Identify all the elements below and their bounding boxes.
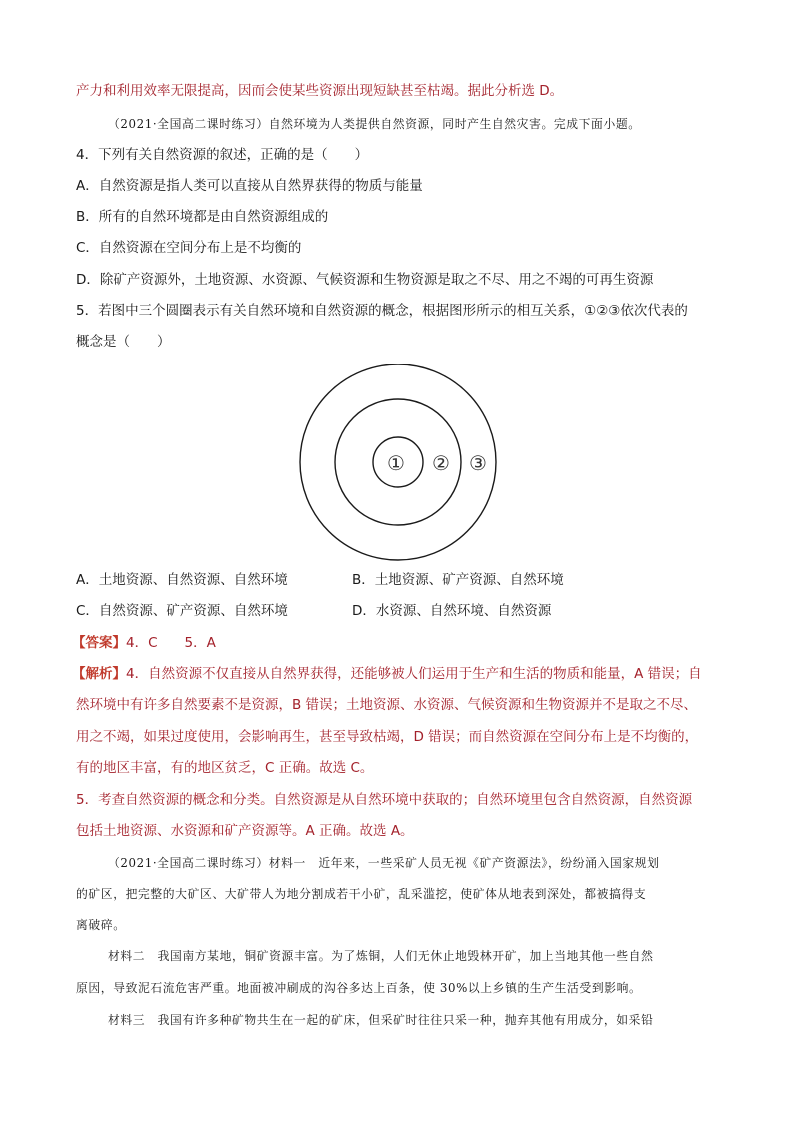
materials-line-4: 材料二 我国南方某地，铜矿资源丰富。为了炼铜，人们无休止地毁林开矿，加上当地其他一些自然 xyxy=(108,949,654,963)
question-5-option-a: A．土地资源、自然资源、自然环境 xyxy=(76,572,288,588)
analysis-text: 4．自然资源不仅直接从自然界获得，还能够被人们运用于生产和生活的物质和能量，A 错误；自 xyxy=(126,666,702,682)
question-4-option-d: D．除矿产资源外，土地资源、水资源、气候资源和生物资源是取之不尽、用之不竭的可再生资源 xyxy=(76,272,654,288)
analysis-line-3: 用之不竭，如果过度使用，会影响再生，甚至导致枯竭，D 错误；而自然资源在空间分布上是不均衡的， xyxy=(76,729,699,745)
analysis-line-1 xyxy=(72,664,702,684)
question-4-stem: 4．下列有关自然资源的叙述，正确的是（ ） xyxy=(76,147,369,163)
question-4-option-b: B．所有的自然环境都是由自然资源组成的 xyxy=(76,209,329,225)
materials-line-5: 原因，导致泥石流危害严重。地面被冲刷成的沟谷多达上百条，使 30%以上乡镇的生产生活受到影响。 xyxy=(76,981,642,995)
materials-line-6: 材料三 我国有许多种矿物共生在一起的矿床，但采矿时往往只采一种，抛弃其他有用成分，如采铅 xyxy=(108,1013,654,1027)
label-2: ② xyxy=(432,451,450,475)
analysis-tag: 【解析】 xyxy=(72,666,126,682)
materials-line-3: 离破碎。 xyxy=(76,918,126,932)
analysis-line-6: 包括土地资源、水资源和矿产资源等。A 正确。故选 A。 xyxy=(76,823,414,839)
answer-tag: 【答案】 xyxy=(72,635,126,651)
question-5-stem-line-2: 概念是（ ） xyxy=(76,334,171,350)
analysis-line-4: 有的地区丰富，有的地区贫乏，C 正确。故选 C。 xyxy=(76,760,374,776)
question-4-option-a: A．自然资源是指人类可以直接从自然界获得的物质与能量 xyxy=(76,178,423,194)
prev-analysis: 产力和利用效率无限提高，因而会使某些资源出现短缺甚至枯竭。据此分析选 D。 xyxy=(76,83,564,99)
analysis-line-5: 5．考查自然资源的概念和分类。自然资源是从自然环境中获取的；自然环境里包含自然资源，自然资源 xyxy=(76,792,693,808)
label-1: ① xyxy=(387,451,405,475)
question-5-option-b: B．土地资源、矿产资源、自然环境 xyxy=(352,572,564,588)
materials-line-1: （2021·全国高二课时练习）材料一 近年来，一些采矿人员无视《矿产资源法》，纷纷涌入国家规划 xyxy=(108,856,660,870)
materials-line-2: 的矿区，把完整的大矿区、大矿带人为地分割成若干小矿，乱采滥挖，使矿体从地表到深处，都被搞得支 xyxy=(76,887,647,901)
concentric-circles-diagram xyxy=(298,364,498,564)
question-4-option-c: C．自然资源在空间分布上是不均衡的 xyxy=(76,240,302,256)
question-5-option-d: D．水资源、自然环境、自然资源 xyxy=(352,603,552,619)
intro-question-group-1: （2021·全国高二课时练习）自然环境为人类提供自然资源，同时产生自然灾害。完成下面小题。 xyxy=(108,117,641,131)
question-5-stem-line-1: 5．若图中三个圆圈表示有关自然环境和自然资源的概念，根据图形所示的相互关系，①②③依次代表的 xyxy=(76,303,688,319)
question-5-option-c: C．自然资源、矿产资源、自然环境 xyxy=(76,603,288,619)
answer-line xyxy=(72,633,216,653)
label-3: ③ xyxy=(469,451,487,475)
analysis-line-2: 然环境中有许多自然要素不是资源，B 错误；土地资源、水资源、气候资源和生物资源并不是取之不尽、 xyxy=(76,697,698,713)
answer-text: 4．C 5．A xyxy=(126,635,216,651)
